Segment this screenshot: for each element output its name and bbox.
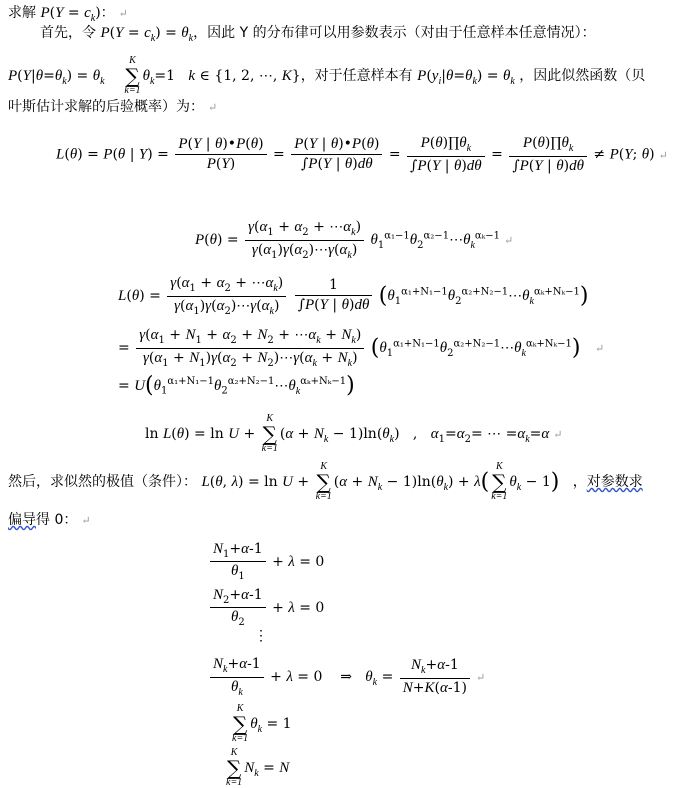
derivative-eq-2: $\frac{N_2+\alpha-1}{\theta_2}$ + λ = 0 xyxy=(208,586,324,630)
equation-likelihood-c: = $U(\theta_1^{\alpha_1+N_1-1}\theta_2^{\alpha_2+N_2-1}\cdots\theta_k^{\alpha_k+N_k-1})$ xyxy=(118,373,355,398)
heading-solve: 求解 $P(Y = c_k)$： ↵ xyxy=(8,5,128,24)
vertical-dots: ⋮ xyxy=(254,628,268,644)
equation-likelihood-b: = $\frac{\gamma(\alpha_1 + N_1 + \alpha_2 + N_2 + \cdots\alpha_k + N_k)}{\gamma(\alpha_1 + N_1)\gamma(\alpha_2 + N_2)\cdots\gamma(\alpha_k + N_k)}$ $(\theta_1^{\alpha_1+N_1-1}\theta_2^{\alpha_2+N_2-1}\cdots\theta_k^{\alpha_k+N_k-1})$ ↵ xyxy=(118,327,605,369)
constraint-theta-sum: K ∑ k=1 $\theta_k = 1$ xyxy=(232,703,292,744)
equation-likelihood-a: L(θ) = $\frac{\gamma(\alpha_1 + \alpha_2 + \cdots\alpha_k)}{\gamma(\alpha_1)\gamma(\alpha_2)\cdots\gamma(\alpha_k)}$ $\frac{1}{\int P(Y | \theta)d\theta}$ $(\theta_1^{\alpha_1+N_1-1}\theta_2^{\alpha_2+N_2-1}\cdots\theta_k^{\alpha_k+N_k-1})$ xyxy=(118,275,589,317)
derivative-eq-1: $\frac{N_1+\alpha-1}{\theta_1}$ + λ = 0 xyxy=(208,540,324,584)
paragraph-first: 首先，令 $P(Y = c_k) = \theta_k$，因此 Y 的分布律可以用参数表示（对由于任意样本任意情况）： xyxy=(40,25,596,44)
paragraph-derivative: 偏导得 0： ↵ xyxy=(8,512,91,528)
paragraph-distribution: $P(Y|\theta=\theta_k) = \theta_k$ K ∑ k=1 $\theta_k=1$ k ∈ {1, 2, ⋯, K}，对于任意样本有 $P(y_i|\theta=\theta_k) = \theta_k$ ，因此似然函数（贝 xyxy=(8,55,646,96)
equation-posterior: L(θ) = P(θ | Y) = $\frac{P(Y | \theta)•P(\theta)}{P(Y)}$ = $\frac{P(Y | \theta)•P(\theta)}{\int P(Y | \theta)d\theta}$ = $\frac{P(\theta)\prod\theta_k}{\int P(Y | \theta)d\theta}$ = $\frac{P(\theta)\prod\theta_k}{\int P(Y | \theta)d\theta}$ ≠ P(Y; θ) ↵ xyxy=(56,135,668,174)
derivative-eq-k: $\frac{N_k+\alpha-1}{\theta_k}$ + λ = 0 ⇒ $\theta_k$ = $\frac{N_k+\alpha-1}{N+K(\alpha-1)}$ ↵ xyxy=(208,655,485,699)
paragraph-likelihood-intro: 叶斯估计求解的后验概率）为： ↵ xyxy=(8,99,218,115)
paragraph-extremum: 然后，求似然的极值（条件）： L(θ, λ) = ln U + K ∑ k=1 $(\alpha + N_k - 1)\ln(\theta_k) + \lambda$( K ∑ k=1 $\theta_k - 1$) ，对参数求 xyxy=(8,461,643,502)
equation-prior: P(θ) = $\frac{\gamma(\alpha_1 + \alpha_2 + \cdots\alpha_k)}{\gamma(\alpha_1)\gamma(\alpha_2)\cdots\gamma(\alpha_k)}$ $\theta_1^{\alpha_1-1}\theta_2^{\alpha_2-1}\cdots\theta_k^{\alpha_k-1}$ ↵ xyxy=(195,219,514,261)
constraint-n-sum: K ∑ k=1 $N_k = N$ xyxy=(226,747,290,788)
implies-arrow: ⇒ xyxy=(340,669,352,685)
equation-log-likelihood: ln L(θ) = ln U + K ∑ k=1 $(\alpha + N_k - 1)\ln(\theta_k)$ , $\alpha_1=\alpha_2=$ ⋯ $=\alpha_k=\alpha$ ↵ xyxy=(145,413,563,454)
